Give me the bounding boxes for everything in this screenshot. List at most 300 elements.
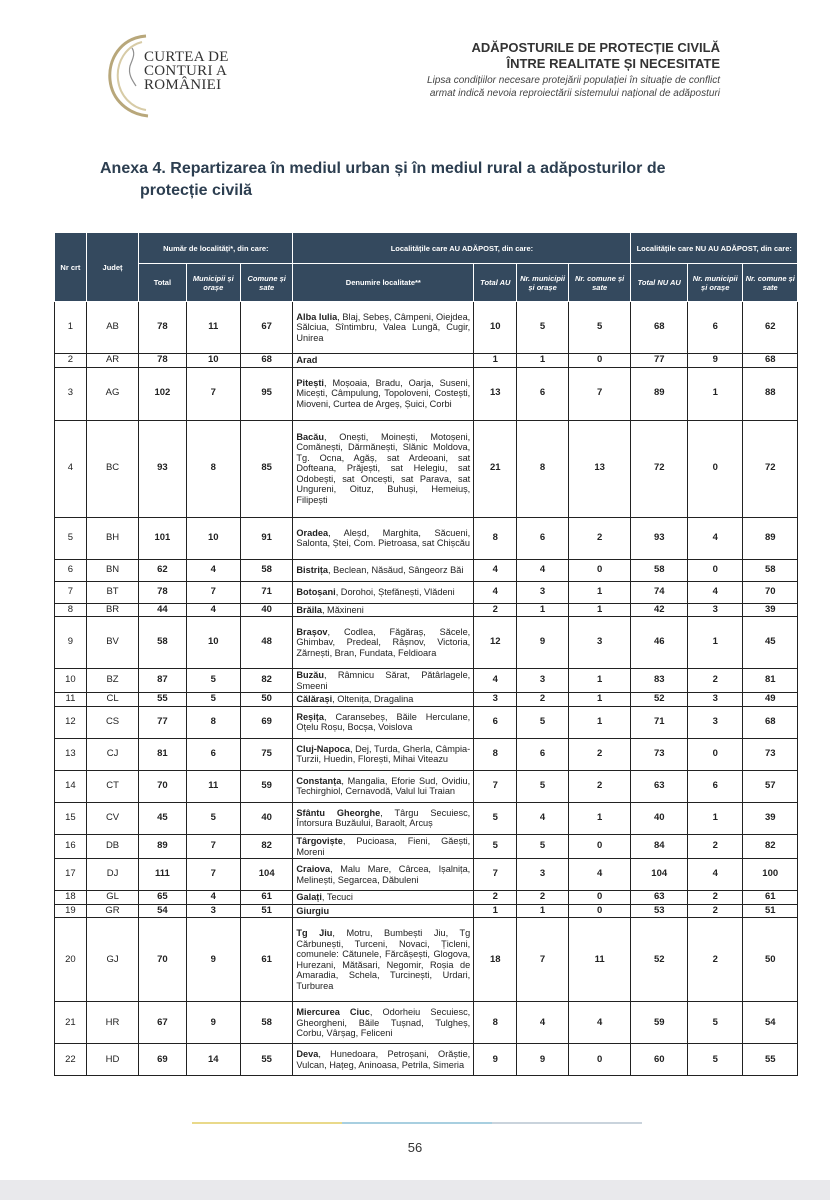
cell-nr-municipii-au: 5	[517, 706, 568, 738]
table-row	[55, 770, 798, 802]
logo-line-1: CURTEA DE	[144, 49, 229, 65]
cell-nr: 20	[55, 918, 87, 1002]
cell-total: 93	[139, 420, 186, 517]
cell-total-au: 2	[474, 891, 517, 905]
cell-nr: 8	[55, 603, 87, 617]
cell-total-nu-au: 83	[631, 669, 688, 693]
cell-nr: 5	[55, 517, 87, 559]
cell-municipii: 4	[186, 603, 240, 617]
cell-total-nu-au: 74	[631, 581, 688, 603]
other-localities: , Hunedoara, Petroșani, Orăștie, Vulcan, Hațeg, Aninoasa, Petrila, Simeria	[296, 1049, 471, 1070]
cell-total-nu-au: 72	[631, 420, 688, 517]
cell-total-au: 8	[474, 738, 517, 770]
main-locality: Bistrița	[296, 564, 329, 575]
page-number: 56	[407, 1140, 423, 1155]
cell-municipii: 7	[186, 859, 240, 891]
cell-total-nu-au: 104	[631, 859, 688, 891]
cell-comune: 55	[240, 1044, 292, 1076]
cell-nr-comune-au: 13	[568, 420, 631, 517]
cell-municipii: 3	[186, 904, 240, 918]
cell-nr-comune-nu: 68	[743, 354, 798, 368]
cell-judet: AR	[86, 354, 138, 368]
court-of-accounts-logo	[102, 28, 242, 120]
col-header-municipii: Municipii și orașe	[186, 264, 240, 302]
cell-municipii: 7	[186, 834, 240, 858]
cell-total: 101	[139, 517, 186, 559]
cell-nr-comune-nu: 49	[743, 693, 798, 707]
cell-nr-municipii-au: 4	[517, 1002, 568, 1044]
group-header-au-adapost: Localitățile care AU ADĂPOST, din care:	[293, 233, 631, 264]
other-localities: , Pucioasa, Fieni, Găești, Moreni	[296, 835, 471, 857]
table-row	[55, 420, 798, 517]
other-localities: , Moșoaia, Bradu, Oarja, Suseni, Micești, Câmpulung, Topoloveni, Costești, Mioveni, Curtea de Argeș, Șuici, Corbi	[296, 377, 471, 409]
main-locality: Brașov	[296, 626, 328, 637]
cell-total: 45	[139, 802, 186, 834]
cell-nr-municipii-nu: 3	[687, 693, 742, 707]
annex-title-line-1: Anexa 4. Repartizarea în mediul urban și în mediul rural a adăposturilor de	[100, 160, 666, 177]
cell-total-nu-au: 40	[631, 802, 688, 834]
cell-nr: 12	[55, 706, 87, 738]
cell-nr-municipii-au: 1	[517, 354, 568, 368]
cell-total-nu-au: 63	[631, 891, 688, 905]
table-row	[55, 581, 798, 603]
cell-nr-municipii-au: 2	[517, 693, 568, 707]
cell-judet: CJ	[86, 738, 138, 770]
cell-nr-municipii-nu: 2	[687, 834, 742, 858]
group-header-localitati: Număr de localități*, din care:	[139, 233, 293, 264]
cell-localitati	[293, 617, 474, 669]
cell-comune: 40	[240, 802, 292, 834]
shelters-table	[54, 232, 798, 1076]
cell-total-au: 12	[474, 617, 517, 669]
cell-judet: BZ	[86, 669, 138, 693]
cell-nr-municipii-au: 2	[517, 891, 568, 905]
cell-municipii: 8	[186, 420, 240, 517]
cell-nr-comune-nu: 88	[743, 367, 798, 420]
cell-total: 89	[139, 834, 186, 858]
cell-comune: 61	[240, 918, 292, 1002]
cell-comune: 85	[240, 420, 292, 517]
cell-nr-comune-nu: 39	[743, 603, 798, 617]
cell-localitati	[293, 802, 474, 834]
other-localities: , Aleșd, Marghita, Săcueni, Salonta, Ștei, Com. Pietroasa, sat Chișcău	[296, 527, 471, 549]
cell-judet: CT	[86, 770, 138, 802]
cell-nr: 19	[55, 904, 87, 918]
col-header-judet: Județ	[86, 233, 138, 302]
main-locality: Constanța	[296, 775, 342, 786]
cell-municipii: 8	[186, 706, 240, 738]
cell-comune: 67	[240, 302, 292, 354]
cell-municipii: 10	[186, 517, 240, 559]
cell-comune: 68	[240, 354, 292, 368]
annex-title	[100, 158, 760, 202]
col-header-nr-municipii-nu: Nr. municipii și orașe	[687, 264, 742, 302]
cell-total-au: 1	[474, 354, 517, 368]
cell-nr-comune-au: 2	[568, 770, 631, 802]
cell-total: 65	[139, 891, 186, 905]
cell-municipii: 4	[186, 891, 240, 905]
cell-municipii: 9	[186, 918, 240, 1002]
cell-nr-comune-au: 3	[568, 617, 631, 669]
cell-nr-comune-nu: 100	[743, 859, 798, 891]
cell-nr-municipii-nu: 2	[687, 904, 742, 918]
cell-nr-municipii-au: 3	[517, 669, 568, 693]
cell-judet: BH	[86, 517, 138, 559]
cell-total: 44	[139, 603, 186, 617]
cell-nr-comune-nu: 58	[743, 559, 798, 581]
cell-total-nu-au: 84	[631, 834, 688, 858]
cell-nr-comune-nu: 50	[743, 918, 798, 1002]
cell-localitati	[293, 770, 474, 802]
main-locality: Pitești	[296, 377, 324, 388]
col-header-total-nu-au: Total NU AU	[631, 264, 688, 302]
other-localities: , Caransebeș, Băile Herculane, Oțelu Roșu, Bocșa, Voislova	[296, 711, 471, 733]
cell-nr-municipii-au: 9	[517, 617, 568, 669]
table-row	[55, 891, 798, 905]
other-localities: , Odorheiu Secuiesc, Gheorgheni, Băile Tușnad, Tulgheș, Corbu, Vârșag, Feliceni	[296, 1006, 471, 1039]
col-header-nr: Nr crt	[55, 233, 87, 302]
cell-nr-comune-au: 11	[568, 918, 631, 1002]
cell-total-au: 8	[474, 517, 517, 559]
cell-comune: 82	[240, 834, 292, 858]
cell-nr-municipii-au: 5	[517, 302, 568, 354]
cell-total-nu-au: 93	[631, 517, 688, 559]
cell-nr-comune-nu: 89	[743, 517, 798, 559]
cell-total-nu-au: 52	[631, 918, 688, 1002]
col-header-nr-municipii-au: Nr. municipii și orașe	[517, 264, 568, 302]
cell-judet: BC	[86, 420, 138, 517]
cell-nr-municipii-nu: 5	[687, 1002, 742, 1044]
cell-localitati	[293, 834, 474, 858]
cell-nr-comune-au: 4	[568, 1002, 631, 1044]
report-header	[300, 40, 720, 100]
cell-nr-comune-au: 2	[568, 517, 631, 559]
main-locality: Galați	[296, 892, 322, 903]
cell-nr-municipii-nu: 0	[687, 559, 742, 581]
cell-total-nu-au: 42	[631, 603, 688, 617]
table-row	[55, 559, 798, 581]
cell-nr-comune-nu: 70	[743, 581, 798, 603]
cell-nr-comune-nu: 81	[743, 669, 798, 693]
cell-municipii: 5	[186, 693, 240, 707]
cell-comune: 91	[240, 517, 292, 559]
cell-municipii: 14	[186, 1044, 240, 1076]
cell-judet: GL	[86, 891, 138, 905]
cell-localitati	[293, 1044, 474, 1076]
cell-nr-comune-au: 2	[568, 738, 631, 770]
cell-judet: HR	[86, 1002, 138, 1044]
table-row	[55, 706, 798, 738]
cell-nr-municipii-au: 9	[517, 1044, 568, 1076]
cell-nr: 6	[55, 559, 87, 581]
cell-localitati	[293, 904, 474, 918]
cell-nr-comune-au: 0	[568, 354, 631, 368]
cell-localitati	[293, 891, 474, 905]
cell-total: 70	[139, 918, 186, 1002]
annex-title-line-2: protecție civilă	[140, 182, 253, 199]
cell-nr-comune-nu: 82	[743, 834, 798, 858]
cell-nr-comune-au: 1	[568, 603, 631, 617]
cell-nr: 9	[55, 617, 87, 669]
cell-municipii: 11	[186, 770, 240, 802]
cell-total-nu-au: 73	[631, 738, 688, 770]
cell-total: 78	[139, 302, 186, 354]
table-row	[55, 693, 798, 707]
main-locality: Tg Jiu	[296, 928, 333, 939]
cell-nr-comune-au: 1	[568, 669, 631, 693]
cell-nr: 18	[55, 891, 87, 905]
cell-municipii: 7	[186, 581, 240, 603]
cell-localitati	[293, 420, 474, 517]
cell-comune: 40	[240, 603, 292, 617]
cell-total-nu-au: 60	[631, 1044, 688, 1076]
cell-judet: CL	[86, 693, 138, 707]
cell-localitati	[293, 354, 474, 368]
group-header-nu-au-adapost: Localitățile care NU AU ADĂPOST, din care:	[631, 233, 798, 264]
table-header	[55, 233, 798, 302]
other-localities: , Motru, Bumbești Jiu, Tg Cărbunești, Turceni, Novaci, Țicleni, comunele: Cătunele, Fărcășești, Glogova, Hurezani, Mătăsari, Negomir, Roșia de Amaradia, Schela, Turcinești, Urdari, Turburea	[296, 928, 471, 992]
cell-nr-comune-au: 1	[568, 802, 631, 834]
main-locality: Oradea	[296, 527, 329, 538]
cell-nr-comune-au: 0	[568, 904, 631, 918]
cell-total-au: 13	[474, 367, 517, 420]
other-localities: , Codlea, Făgăraș, Săcele, Ghimbav, Predeal, Râșnov, Victoria, Zărnești, Bran, Fundata, Feldioara	[296, 626, 471, 658]
cell-nr-comune-au: 5	[568, 302, 631, 354]
cell-nr: 17	[55, 859, 87, 891]
main-locality: Arad	[296, 355, 318, 365]
cell-comune: 58	[240, 559, 292, 581]
table-row	[55, 603, 798, 617]
table-row	[55, 918, 798, 1002]
cell-total-nu-au: 63	[631, 770, 688, 802]
cell-nr: 22	[55, 1044, 87, 1076]
logo-text	[144, 50, 229, 92]
cell-nr-municipii-au: 4	[517, 559, 568, 581]
cell-comune: 59	[240, 770, 292, 802]
cell-localitati	[293, 559, 474, 581]
cell-nr-comune-au: 7	[568, 367, 631, 420]
cell-nr-comune-au: 0	[568, 891, 631, 905]
col-header-nr-comune-au: Nr. comune și sate	[568, 264, 631, 302]
main-locality: Deva	[296, 1049, 319, 1060]
cell-total-au: 3	[474, 693, 517, 707]
cell-nr: 4	[55, 420, 87, 517]
cell-total: 67	[139, 1002, 186, 1044]
other-localities: , Beclean, Năsăud, Sângeorz Băi	[328, 564, 464, 575]
logo-line-3: ROMÂNIEI	[144, 77, 222, 93]
cell-nr-comune-nu: 68	[743, 706, 798, 738]
cell-nr: 3	[55, 367, 87, 420]
cell-nr-municipii-nu: 1	[687, 802, 742, 834]
cell-nr-comune-nu: 51	[743, 904, 798, 918]
cell-nr-municipii-nu: 2	[687, 891, 742, 905]
cell-nr-comune-au: 1	[568, 693, 631, 707]
cell-nr-comune-nu: 73	[743, 738, 798, 770]
cell-nr-municipii-nu: 1	[687, 617, 742, 669]
cell-nr-municipii-nu: 6	[687, 770, 742, 802]
cell-nr: 16	[55, 834, 87, 858]
main-locality: Craiova	[296, 864, 331, 875]
cell-total: 62	[139, 559, 186, 581]
cell-total-au: 1	[474, 904, 517, 918]
cell-nr-municipii-nu: 1	[687, 367, 742, 420]
cell-nr-municipii-nu: 0	[687, 738, 742, 770]
table-row	[55, 859, 798, 891]
cell-municipii: 10	[186, 617, 240, 669]
cell-total: 54	[139, 904, 186, 918]
cell-nr: 15	[55, 802, 87, 834]
main-locality: Târgoviște	[296, 835, 343, 846]
report-subtitle-line-2: armat indică nevoia reproiectării sistemului național de adăposturi	[429, 88, 720, 99]
main-locality: Reșița	[296, 711, 324, 722]
cell-nr-municipii-au: 5	[517, 834, 568, 858]
table-row	[55, 904, 798, 918]
cell-total: 78	[139, 354, 186, 368]
main-locality: Călărași	[296, 694, 333, 705]
cell-judet: AG	[86, 367, 138, 420]
cell-localitati	[293, 859, 474, 891]
col-header-total-au: Total AU	[474, 264, 517, 302]
table-row	[55, 1044, 798, 1076]
cell-nr-comune-au: 1	[568, 706, 631, 738]
cell-localitati	[293, 669, 474, 693]
cell-municipii: 6	[186, 738, 240, 770]
cell-comune: 95	[240, 367, 292, 420]
cell-total-au: 6	[474, 706, 517, 738]
table-row	[55, 617, 798, 669]
cell-judet: GR	[86, 904, 138, 918]
cell-nr-comune-nu: 57	[743, 770, 798, 802]
cell-nr-municipii-au: 7	[517, 918, 568, 1002]
cell-nr-comune-nu: 39	[743, 802, 798, 834]
cell-nr-municipii-au: 1	[517, 603, 568, 617]
cell-nr-municipii-nu: 3	[687, 603, 742, 617]
cell-localitati	[293, 603, 474, 617]
main-locality: Alba Iulia	[296, 311, 338, 322]
table-row	[55, 738, 798, 770]
footer-divider	[192, 1122, 642, 1124]
cell-total: 55	[139, 693, 186, 707]
cell-nr-municipii-au: 8	[517, 420, 568, 517]
cell-total: 70	[139, 770, 186, 802]
cell-municipii: 11	[186, 302, 240, 354]
cell-localitati	[293, 581, 474, 603]
main-locality: Giurgiu	[296, 905, 330, 916]
cell-comune: 71	[240, 581, 292, 603]
cell-total-au: 18	[474, 918, 517, 1002]
other-localities: , Blaj, Sebeș, Câmpeni, Oiejdea, Sălciua, Sîntimbru, Valea Lungă, Cugir, Unirea	[296, 311, 471, 343]
cell-nr-comune-nu: 45	[743, 617, 798, 669]
cell-nr: 14	[55, 770, 87, 802]
cell-nr: 11	[55, 693, 87, 707]
cell-total-au: 8	[474, 1002, 517, 1044]
cell-comune: 61	[240, 891, 292, 905]
cell-nr-municipii-nu: 4	[687, 517, 742, 559]
cell-total-nu-au: 77	[631, 354, 688, 368]
cell-nr: 13	[55, 738, 87, 770]
cell-nr-municipii-nu: 2	[687, 918, 742, 1002]
cell-localitati	[293, 738, 474, 770]
cell-total-au: 21	[474, 420, 517, 517]
cell-total-nu-au: 89	[631, 367, 688, 420]
cell-comune: 58	[240, 1002, 292, 1044]
cell-comune: 48	[240, 617, 292, 669]
cell-total-au: 5	[474, 834, 517, 858]
cell-total: 111	[139, 859, 186, 891]
cell-total-au: 7	[474, 770, 517, 802]
cell-comune: 75	[240, 738, 292, 770]
table-row	[55, 802, 798, 834]
other-localities: , Onești, Moinești, Motoșeni, Comănești, Dărmănești, Slănic Moldova, Tg. Ocna, Agăș, sat Ardeoani, sat Dofteana, Prăjești, sat Helegiu, sat Odobești, sat Oncești, sat Parava, sat Ungureni, Oituz, Buhuși, Hemeiuș, Filipești	[296, 431, 471, 506]
col-header-nr-comune-nu: Nr. comune și sate	[743, 264, 798, 302]
other-localities: , Dorohoi, Ștefănești, Vlădeni	[335, 586, 455, 597]
cell-municipii: 5	[186, 669, 240, 693]
cell-judet: HD	[86, 1044, 138, 1076]
cell-nr-municipii-au: 6	[517, 517, 568, 559]
cell-nr-municipii-au: 3	[517, 859, 568, 891]
cell-judet: DB	[86, 834, 138, 858]
table-row	[55, 354, 798, 368]
cell-comune: 51	[240, 904, 292, 918]
other-localities: , Măxineni	[321, 604, 364, 615]
cell-municipii: 10	[186, 354, 240, 368]
main-locality: Cluj-Napoca	[296, 743, 350, 754]
other-localities: , Malu Mare, Cârcea, Ișalnița, Melinești, Segarcea, Dăbuleni	[296, 864, 471, 885]
other-localities: , Tecuci	[321, 892, 353, 903]
main-locality: Buzău	[296, 670, 324, 681]
table-row	[55, 1002, 798, 1044]
cell-nr-municipii-nu: 0	[687, 420, 742, 517]
cell-municipii: 7	[186, 367, 240, 420]
cell-total-au: 5	[474, 802, 517, 834]
cell-comune: 104	[240, 859, 292, 891]
cell-judet: BR	[86, 603, 138, 617]
cell-judet: BT	[86, 581, 138, 603]
main-locality: Bacău	[296, 431, 324, 442]
cell-nr: 10	[55, 669, 87, 693]
col-header-total: Total	[139, 264, 186, 302]
cell-total-au: 2	[474, 603, 517, 617]
cell-nr: 21	[55, 1002, 87, 1044]
cell-total: 77	[139, 706, 186, 738]
cell-nr: 2	[55, 354, 87, 368]
report-subtitle-line-1: Lipsa condițiilor necesare protejării populației în situație de conflict	[427, 75, 720, 86]
cell-total: 87	[139, 669, 186, 693]
cell-total-nu-au: 59	[631, 1002, 688, 1044]
cell-nr-municipii-au: 6	[517, 738, 568, 770]
cell-total-au: 4	[474, 669, 517, 693]
cell-localitati	[293, 517, 474, 559]
cell-judet: BN	[86, 559, 138, 581]
cell-nr-municipii-au: 4	[517, 802, 568, 834]
cell-judet: AB	[86, 302, 138, 354]
other-localities: , Târgu Secuiesc, Întorsura Buzăului, Baraolt, Arcuș	[296, 807, 471, 829]
cell-municipii: 5	[186, 802, 240, 834]
logo-line-2: CONTURI A	[144, 63, 228, 79]
cell-total: 102	[139, 367, 186, 420]
cell-comune: 50	[240, 693, 292, 707]
other-localities: , Mangalia, Eforie Sud, Ovidiu, Techirghiol, Cernavodă, Valul lui Traian	[296, 775, 471, 797]
cell-total-nu-au: 68	[631, 302, 688, 354]
cell-nr: 7	[55, 581, 87, 603]
cell-nr-municipii-au: 6	[517, 367, 568, 420]
cell-localitati	[293, 302, 474, 354]
cell-total: 58	[139, 617, 186, 669]
cell-total-au: 7	[474, 859, 517, 891]
cell-nr-comune-nu: 54	[743, 1002, 798, 1044]
cell-total-au: 10	[474, 302, 517, 354]
cell-nr-municipii-au: 5	[517, 770, 568, 802]
